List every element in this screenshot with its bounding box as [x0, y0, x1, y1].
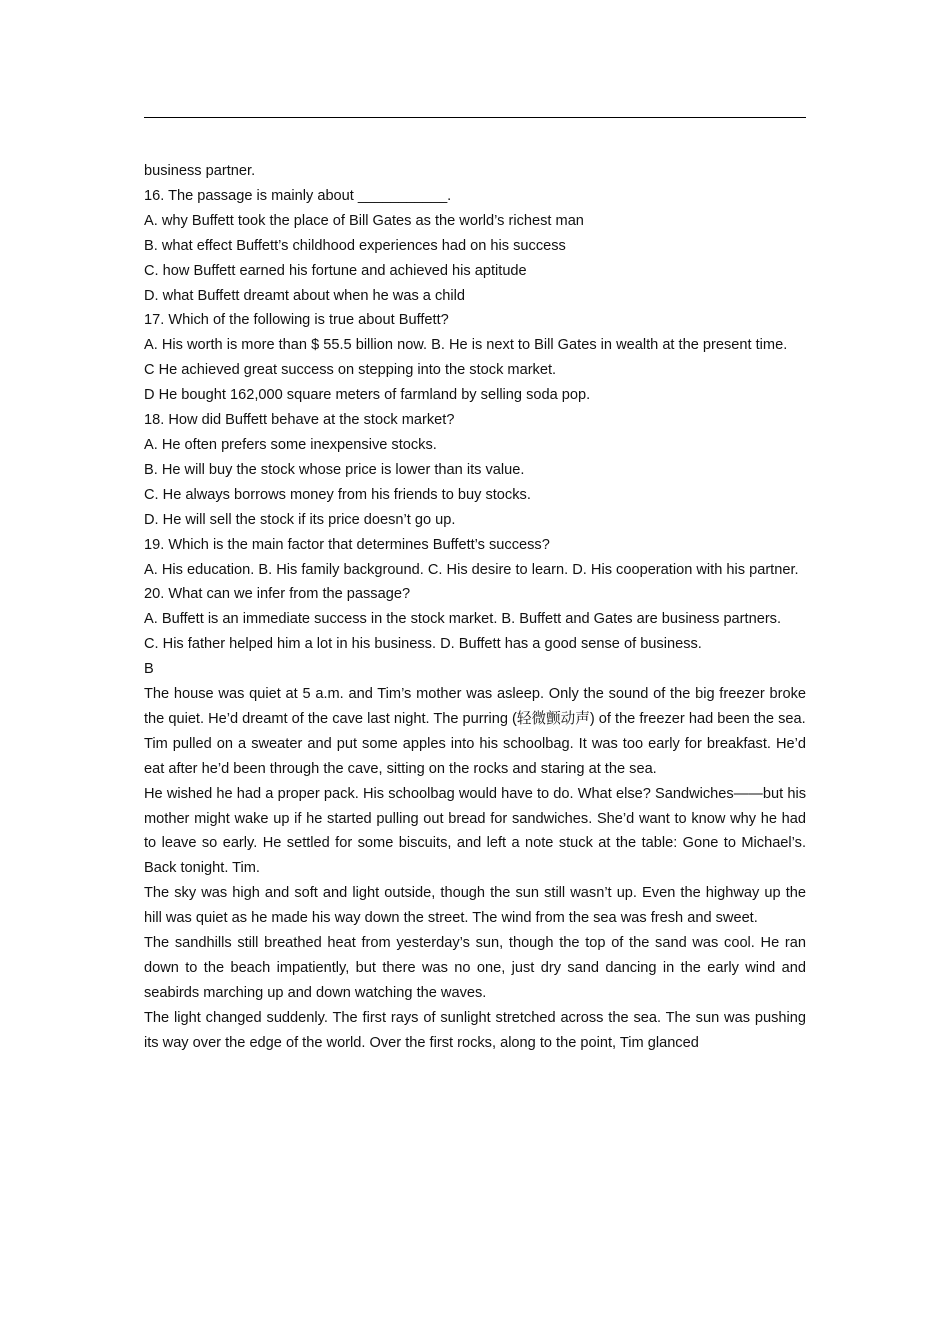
passage-paragraph-1	[144, 682, 806, 732]
section-b-heading: B	[144, 661, 154, 678]
question-18: 18. How did Buffett behave at the stock market?	[144, 412, 455, 429]
passage-paragraph-1-end: ) of the freezer had been the sea.	[589, 710, 806, 727]
question-16-option-c: C. how Buffett earned his fortune and achieved his aptitude	[144, 262, 527, 279]
document-body	[144, 159, 806, 1056]
question-19-options: A. His education. B. His family background. C. His desire to learn. D. His cooperation with his partner.	[144, 561, 799, 578]
question-20-options-cd: C. His father helped him a lot in his business. D. Buffett has a good sense of business.	[144, 636, 702, 653]
question-17-option-d: D He bought 162,000 square meters of farmland by selling soda pop.	[144, 387, 591, 404]
question-16: 16. The passage is mainly about ___________.	[144, 187, 452, 204]
passage-gloss: 轻微颤动声	[516, 709, 590, 727]
question-16-option-b: B. what effect Buffett’s childhood experiences had on his success	[144, 237, 566, 254]
question-18-option-a: A. He often prefers some inexpensive stocks.	[144, 436, 437, 453]
passage-paragraph-5: The sandhills still breathed heat from yesterday’s sun, though the top of the sand was cool. He ran down to the beach impatiently, but there was no one, just dry sand dancing in the early wind and seabirds marching up and down watching the waves.	[144, 935, 806, 1001]
question-17-options-ab: A. His worth is more than $ 55.5 billion now. B. He is next to Bill Gates in wealth at the present time.	[144, 337, 788, 354]
question-17-option-c: C He achieved great success on stepping into the stock market.	[144, 362, 557, 379]
question-17: 17. Which of the following is true about Buffett?	[144, 312, 449, 329]
question-16-option-a: A. why Buffett took the place of Bill Gates as the world’s richest man	[144, 212, 584, 229]
question-18-option-c: C. He always borrows money from his friends to buy stocks.	[144, 486, 531, 503]
question-16-option-d: D. what Buffett dreamt about when he was a child	[144, 287, 465, 304]
question-20: 20. What can we infer from the passage?	[144, 586, 411, 603]
header-rule	[144, 117, 806, 118]
question-20-options-ab: A. Buffett is an immediate success in the stock market. B. Buffett and Gates are business partners.	[144, 611, 782, 628]
question-19: 19. Which is the main factor that determines Buffett’s success?	[144, 536, 550, 553]
passage-paragraph-6: The light changed suddenly. The first rays of sunlight stretched across the sea. The sun was pushing its way over the edge of the world. Over the first rocks, along to the point, Tim glanced	[144, 1009, 806, 1051]
passage-paragraph-3: He wished he had a proper pack. His schoolbag would have to do. What else? Sandwiches——but his mother might wake up if he started pulling out bread for sandwiches. She’d want to know why he had to leave so early. He settled for some biscuits, and left a note stuck at the table: Gone to Michael’s. Back tonight. Tim.	[144, 785, 806, 877]
question-18-option-d: D. He will sell the stock if its price doesn’t go up.	[144, 511, 456, 528]
continuation-line: business partner.	[144, 163, 256, 179]
passage-paragraph-4: The sky was high and soft and light outside, though the sun still wasn’t up. Even the highway up the hill was quiet as he made his way down the street. The wind from the sea was fresh and sweet.	[144, 885, 806, 927]
question-18-option-b: B. He will buy the stock whose price is lower than its value.	[144, 461, 525, 478]
passage-paragraph-2: Tim pulled on a sweater and put some apples into his schoolbag. It was too early for breakfast. He’d eat after he’d been through the cave, sitting on the rocks and staring at the sea.	[144, 735, 806, 777]
passage-paragraph-1-start: The house was quiet at 5 a.m. and Tim’s mother was asleep. Only the sound of the big freezer broke the quiet. He’d dreamt of the cave last night. The purring (	[144, 686, 806, 727]
